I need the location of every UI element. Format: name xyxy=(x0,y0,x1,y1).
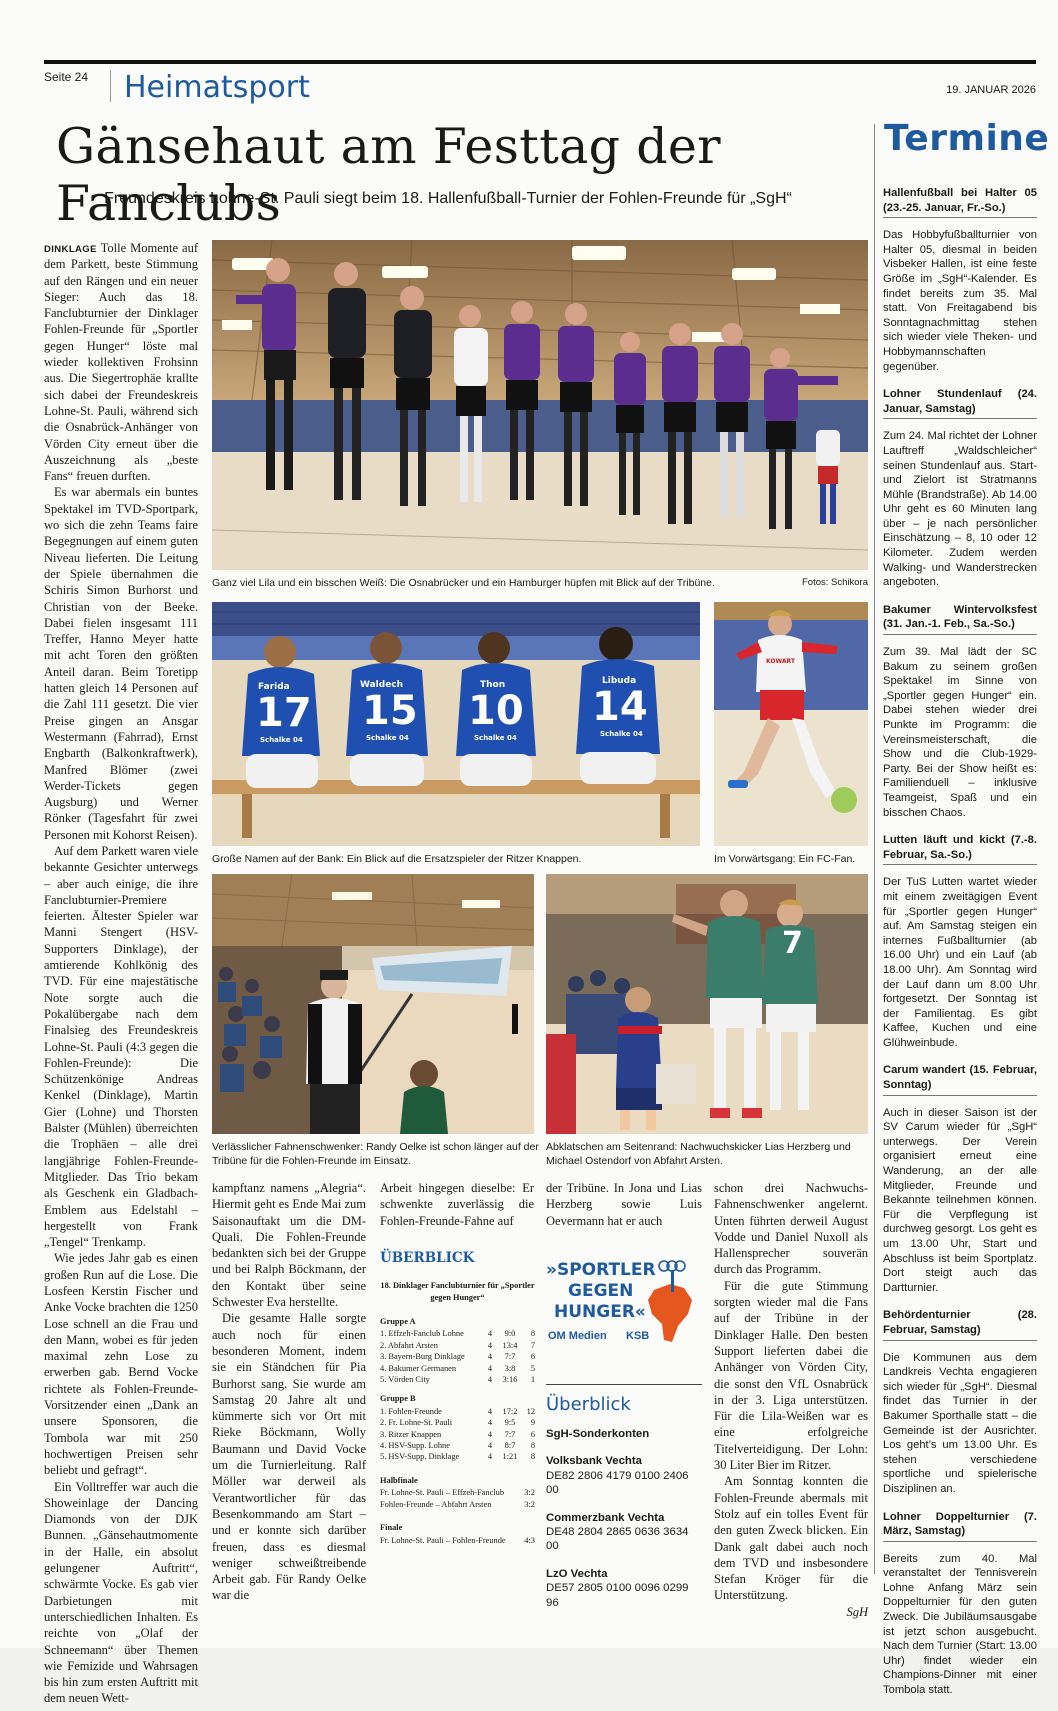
jersey-club-2: Schalke 04 xyxy=(366,734,409,742)
jersey-name-4: Libuda xyxy=(602,676,637,686)
paragraph-6: kampftanz namens „Alegria“. Hiermit geht es Ende Mai zum Saisonauftakt um die DM-Quali. Die Fohlen-Freunde bedankten sich bei der Gruppe und bei Ralph Böckmann, der den Kontakt über seine Schwester Eva herstellte. xyxy=(212,1181,366,1310)
event-item: Lohner Doppelturnier (7. März, Samstag) Bereits zum 40. Mal veranstaltet der Tennisverein Lohne Anfang März sein Doppelturnier für den guten Zweck. Die Jubiläumsausgabe ist jetzt schon ausgebucht. Nach dem Turnier (Start: 13.00 Uhr) findet wieder ein Champions-Dinner mit einer Tombola statt. xyxy=(883,1510,1037,1697)
section-title: Heimatsport xyxy=(124,70,310,105)
bank-entry: Volksbank Vechta DE82 2806 4179 0100 2406 00 xyxy=(546,1455,689,1497)
high-five-caption: Abklatschen am Seitenrand: Nachwuchskicker Lias Herzberg und Michael Ostendorf von Abfahrt Arsten. xyxy=(546,1141,851,1167)
jersey-name-1: Farida xyxy=(258,682,290,692)
paragraph-7: Die gesamte Halle sorgte auch noch für einen besonderen Moment, indem sie ein Ständchen für Pia Burhorst sang. Sie wurde am Samstag 20 Jahre alt und kümmerte sich vor Ort mit Rieke Böckmann, Wolly Baumann und David Vocke um die Turnierleitung. Ralf Möller war derweil als Verantwortlicher für das Besenkommando am Start – und er konnte sich darüber freuen, dass es diesmal weniger schweißtreibende Arbeit gab. Für Randy Oelke war die xyxy=(212,1311,366,1603)
paragraph-9: der Tribüne. In Jona und Lias Herzberg sowie Luis Oevermann hat er auch xyxy=(546,1181,702,1228)
paragraph-2: Es war abermals ein buntes Spektakel im TVD-Sportpark, wo sich die zehn Teams faire Begegnungen auf einem guten Niveau lieferten. Die Leitung der Spiele übernahmen die Schiris Simon Burhorst und Christian von der Beeke. Dabei fielen insgesamt 111 Treffer, Hanno Meyer hatte mit acht Toren den größten Anteil daran. Beim Toretipp hatten gleich 14 Personen auf die Zahl 111 gesetzt. Die vier Preise gingen an Ansgar Westermann (Fahrrad), Ernst Engbarth (Balkonkraftwerk), Manfred Blömer (zwei Werder-Tickets gegen Augsburg) und Werner Rönker (Tagesfahrt für zwei Personen mit Kohorst Reisen). xyxy=(44,485,198,842)
jersey-number-3: 10 xyxy=(468,688,524,734)
table-row: 1. Fohlen-Freunde 4 17:2 12 xyxy=(380,1406,535,1416)
termine-sidebar xyxy=(883,186,1037,1711)
semi-final-1: Fr. Lohne-St. Pauli – Effzeh-Fanclub 3:2 xyxy=(380,1488,535,1498)
table-row: 4. Bakumer Germanen 4 3:8 5 xyxy=(380,1363,535,1373)
event-item: Behördenturnier (28. Februar, Samstag) Die Kommunen aus dem Landkreis Vechta engagieren sich wieder für „SgH“. Diesmal findet das Turnier in der Bakumer Sporthalle statt – die Gemeinde ist der Ausrichter. Los geht’s um 13.00 Uhr. Es stehen verschiedene sportliche und spielerische Disziplinen an. xyxy=(883,1309,1037,1495)
event-item: Lohner Stundenlauf (24. Januar, Samstag) Zum 24. Mal richtet der Lohner Lauftreff „Waldschleicher“ seinen Stundenlauf aus. Start- und Zielort ist Stratmanns Mühle (Brandstraße). Ab 14.00 Uhr geht es 60 Minuten lang über – je nach persönlicher Einschätzung – 8, 10 oder 12 Kilometer. Zudem werden Walking- und Wanderstrecken angeboten. xyxy=(883,388,1037,589)
semi-final-2: Fohlen-Freunde – Abfahrt Arsten 3:2 xyxy=(380,1499,535,1509)
article-subline: Freundeskreis Lohne-St. Pauli siegt beim 18. Hallenfußball-Turnier der Fohlen-Freunde für „SgH“ xyxy=(104,190,792,207)
flag-caption: Verlässlicher Fahnenschwenker: Randy Oelke ist schon länger auf der Tribüne für die Fohlen-Freunde im Einsatz. xyxy=(212,1141,539,1167)
main-photo-caption: Ganz viel Lila und ein bisschen Weiß: Die Osnabrücker und ein Hamburger hüpfen mit Blick auf der Tribüne. xyxy=(212,577,715,589)
photo-high-five xyxy=(546,874,868,1134)
article-column-5 xyxy=(714,1180,868,1620)
table-row: 5. HSV-Supp. Dinklage 4 1:21 8 xyxy=(380,1452,535,1462)
overview-heading: ÜBERBLICK xyxy=(380,1250,475,1266)
results-title: 18. Dinklager Fanclubturnier für „Sportler gegen Hunger“ xyxy=(380,1281,535,1302)
table-row: 1. Effzeh-Fanclub Lohne 4 9:0 8 xyxy=(380,1329,535,1339)
table-row: 4. HSV-Supp. Lohne 4 8:7 8 xyxy=(380,1441,535,1451)
event-item: Carum wandert (15. Februar, Sonntag) Auch in dieser Saison ist der SV Carum wieder für „SgH“ unterwegs. Der Verein organisiert erneut eine Wanderung, an der alle Mitglieder, Freunde und Bekannte teilnehmen können. Für die Verpflegung ist durchweg gesorgt. Los geht es um 13.00 Uhr, Start und Abschluss ist beim Sportplatz. Dort steigt auch das Dartturnier. xyxy=(883,1064,1037,1294)
termine-title: Termine xyxy=(884,118,1050,159)
article-column-2 xyxy=(212,1180,366,1604)
group-a-label: Gruppe A xyxy=(380,1317,416,1326)
jersey-club-4: Schalke 04 xyxy=(600,730,643,738)
results-table xyxy=(380,1280,535,1546)
article-column-4 xyxy=(546,1180,702,1229)
article-headline: Gänsehaut am Festtag der Fanclubs xyxy=(56,118,721,232)
photo-bench xyxy=(212,602,700,846)
photo-team-jumping xyxy=(212,240,868,570)
event-item: Bakumer Wintervolksfest (31. Jan.-1. Feb., Sa.-So.) Zum 39. Mal lädt der SC Bakum zu seinem großen Spektakel im Sinne von „Sportler gegen Hunger“ ein. Dabei stehen wieder drei Punkte im Programm: die Vereinsmeisterschaft, die Show und die Club-1929-Party. Bei der Show heißt es: Familienduell – inklusive Teamgeist, Spaß und ein bisschen Chaos. xyxy=(883,603,1037,819)
author-signature: SgH xyxy=(846,1604,868,1619)
sgh-logo xyxy=(546,1256,704,1352)
paragraph-11: Für die gute Stimmung sorgten wieder mal die Fans auf der Tribüne in der Dinklager Halle. Den besten Support lieferten dabei die Anhänger von Vörden City, die sonst den VfL Osnabrück in der 3. Liga unterstützen. Für die Lila-Weißen war es eine erfolgreiche Titelverteidigung. Der Lohn: 30 Liter Bier im Ritzer. xyxy=(714,1278,868,1473)
logo-line-3: HUNGER« xyxy=(554,1302,646,1322)
bench-caption: Große Namen auf der Bank: Ein Blick auf die Ersatzspieler der Ritzer Knappen. xyxy=(212,853,582,865)
sgh-overview-heading: Überblick xyxy=(546,1394,631,1415)
header-divider xyxy=(110,70,111,102)
sponsor-om-medien: OM Medien xyxy=(548,1330,607,1342)
article-column-1 xyxy=(44,240,198,1707)
special-accounts xyxy=(546,1427,702,1623)
logo-line-2: GEGEN xyxy=(568,1281,634,1301)
logo-line-1: »SPORTLER xyxy=(546,1260,656,1280)
paragraph-1: Tolle Momente auf dem Parkett, beste Stimmung auf den Rängen und ein neuer Sieger: Auch das 18. Fanclubturnier der Dinklager Fohlen-Freunde für „Sportler gegen Hunger“ löste mal wieder kollektiven Frohsinn aus. Die Siegertrophäe krallte sich dabei der Freundeskreis Lohne-St. Pauli, während sich die Osnabrück-Anhänger von Vörden City erneut über die Auszeichnung als „beste Fans“ freuen durften. xyxy=(44,241,199,484)
sidebar-divider xyxy=(874,124,875,1574)
table-row: 3. Bayern-Burg Dinklage 4 7:7 6 xyxy=(380,1352,535,1362)
jersey-number-4: 14 xyxy=(592,684,648,730)
green-jersey-number: 7 xyxy=(782,926,803,961)
kicker-caption: Im Vorwärtsgang: Ein FC-Fan. xyxy=(714,853,856,865)
paragraph-4: Wie jedes Jahr gab es einen großen Run auf die Lose. Die Losfeen Kerstin Fischer und Anke Vocke brachten die 1250 Lose schnell an die Frau und den Mann, wobei es für jeden maximal zehn Lose zu erwerben gab. Bernd Vocke richtete als Fohlen-Freunde-Vorsitzender einen „Dank an unsere Sponsoren, die Tombola war mit 250 hochwertigen Preisen sehr beliebt und gefragt“. xyxy=(44,1251,198,1478)
article-column-3 xyxy=(380,1180,534,1229)
table-row: 2. Fr. Lohne-St. Pauli 4 9:5 9 xyxy=(380,1418,535,1428)
sgh-box-rule xyxy=(546,1384,702,1385)
accounts-title: SgH-Sonderkonten xyxy=(546,1428,650,1440)
group-b-label: Gruppe B xyxy=(380,1394,416,1404)
paragraph-12: Am Sonntag konnten die Fohlen-Freunde abermals mit Stolz auf ein tolles Event für den guten Zweck blicken. Ein Dank galt dabei auch noch dem TVD und insbesondere Stefan Kröger für die Unterstützung. xyxy=(714,1474,868,1603)
jersey-number-1: 17 xyxy=(256,690,312,736)
page-number: Seite 24 xyxy=(44,70,89,84)
jersey-number-2: 15 xyxy=(362,688,418,734)
bank-entry: Commerzbank Vechta DE48 2804 2865 0636 3634 00 xyxy=(546,1511,689,1553)
table-row: 2. Abfahrt Arsten 4 13:4 7 xyxy=(380,1340,535,1350)
final-label: Finale xyxy=(380,1523,403,1533)
event-item: Hallenfußball bei Halter 05 (23.-25. Januar, Fr.-So.) Das Hobbyfußballturnier von Halter 05, diesmal in beiden Visbeker Hallen, ist eine feste Größe im „SgH“-Kalender. Es findet bereits zum 35. Mal statt. Von Freitagabend bis Sonntagnachmittag stehen sich wieder viele Theken- und Hobbymannschaften gegenüber. xyxy=(883,187,1037,373)
semis-label: Halbfinale xyxy=(380,1475,418,1485)
sponsor-ksb: KSB xyxy=(626,1330,650,1342)
photo-flag xyxy=(212,874,534,1134)
paragraph-5: Ein Volltreffer war auch die Showeinlage der Dancing Diamonds von der DJK Bunnen. „Gänsehautmomente in der Halle, ein absolut gelungener Auftritt“, schwärmte Vocke. Es gab vier Darbietungen mit unterschiedlichen Inhalten. Es reichte von „Olaf der Schneemann“ über Themen wie Femizide und Wahrsagen bis hin zum ersten Auftritt mit dem neuen Wett- xyxy=(44,1479,198,1706)
table-row: 5. Vörden City 4 3:16 1 xyxy=(380,1375,535,1385)
jersey-name-2: Waldech xyxy=(360,680,404,690)
photo-kicker xyxy=(714,602,868,846)
jersey-club-1: Schalke 04 xyxy=(260,736,303,744)
paragraph-3: Auf dem Parkett waren viele bekannte Gesichter unterwegs – aber auch einige, die ihre Fanclubturnier-Premiere feierten. Ältester Spieler war Manni Stengert (HSV-Supporters Dinklage), der amtierende Kohlkönig des TVD. Für eine majestätische Note sorgte auch die Pokalübergabe nach dem Finalsieg des Freundeskreis Lohne-St. Pauli (4:3 gegen die Fohlen-Freunde): Die Schützenkönige Andreas Kenkel (Dinklage), Martin Gier (Lohne) und Thorsten Balster (Mühlen) überreichten die Trophäen – alle drei langjährige Fohlen-Freunde-Mitglieder. Das Trio bekam als Geschenk ein Gladbach-Emblem aus Edelstahl – hergestellt von Frank „Tengel“ Trenkamp. xyxy=(44,843,198,1250)
issue-date: 19. JANUAR 2026 xyxy=(946,84,1036,96)
kicker-shirt-text: KOWART xyxy=(766,658,795,665)
photo-credit: Fotos: Schikora xyxy=(802,577,868,588)
jersey-club-3: Schalke 04 xyxy=(474,734,517,742)
paragraph-10: schon drei Nachwuchs-Fahnenschwenker angelernt. Unten führten derweil August Vodde und Daniel Nuxoll als Hallensprecher souverän durch das Programm. xyxy=(714,1181,868,1277)
event-item: Lutten läuft und kickt (7.-8. Februar, Sa.-So.) Der TuS Lutten wartet wieder mit einem zweitägigen Event für „Sportler gegen Hunger“ auf. Am Samstag steigen ein internes Fußballturnier (ab 16.00 Uhr) und ein Lauf (ab 18.00 Uhr). Am Sonntag wird der Lauf dann um 8.00 Uhr fortgesetzt. Der Sonntag ist der Familientag. Es gibt Kaffee, Kuchen und eine Glühweinbude. xyxy=(883,834,1037,1049)
dateline: DINKLAGE xyxy=(44,244,97,255)
table-row: 3. Ritzer Knappen 4 7:7 6 xyxy=(380,1429,535,1439)
final-result: Fr. Lohne-St. Pauli – Fohlen-Freunde 4:3 xyxy=(380,1535,535,1545)
paragraph-8: Arbeit hingegen dieselbe: Er schwenkte zuverlässig die Fohlen-Freunde-Fahne auf xyxy=(380,1181,534,1228)
bank-entry: LzO Vechta DE57 2805 0100 0096 0299 96 xyxy=(546,1567,689,1609)
jersey-name-3: Thon xyxy=(480,680,506,690)
top-rule xyxy=(44,60,1036,64)
